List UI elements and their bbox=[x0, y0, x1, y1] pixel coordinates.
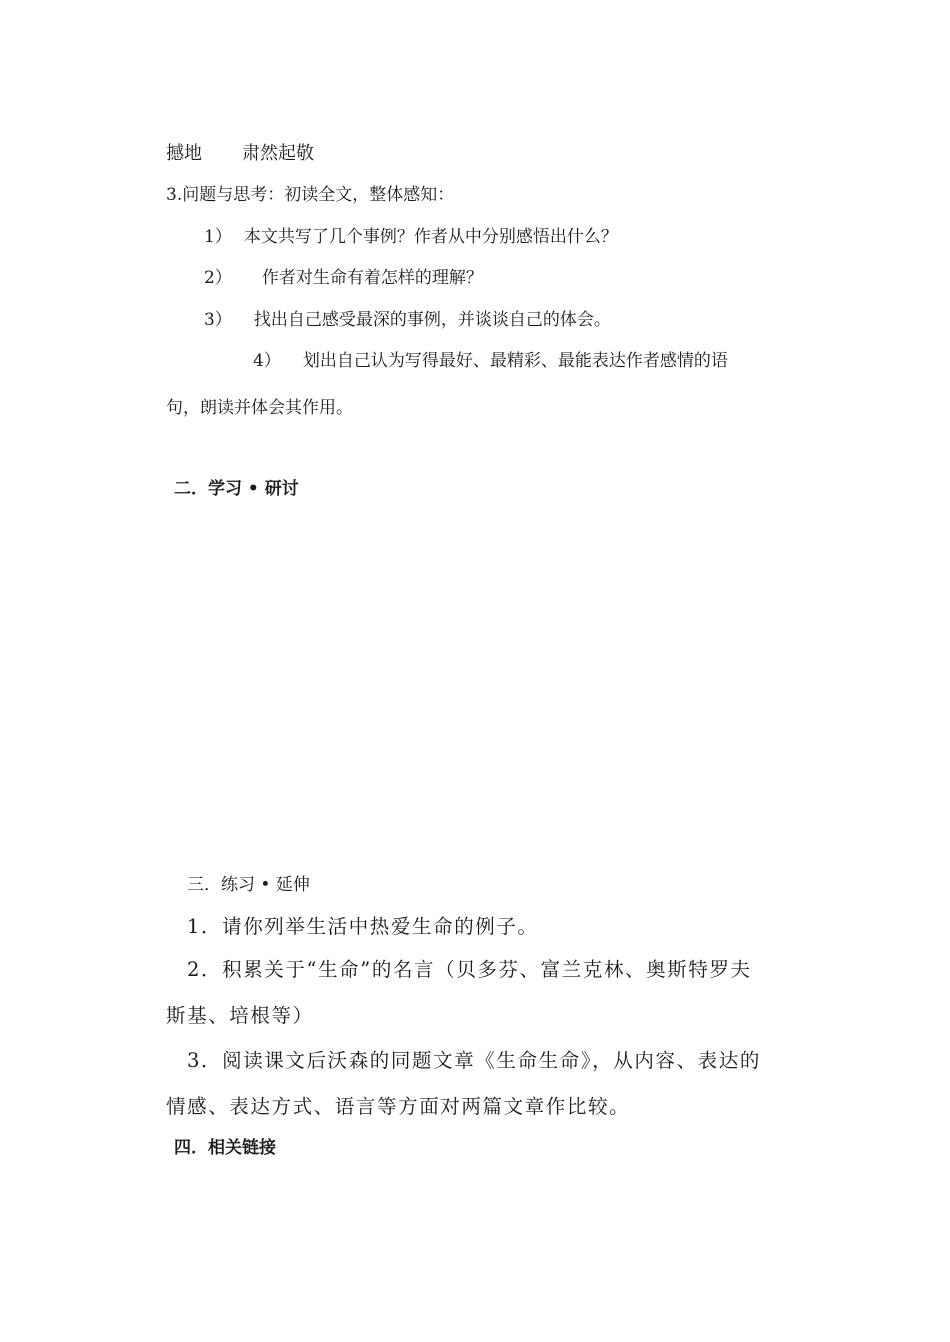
vocab-line bbox=[166, 145, 314, 163]
question-item-1 bbox=[204, 229, 618, 246]
practice-item-2: 2．积累关于“生命”的名言（贝多芬、富兰克林、奥斯特罗夫 bbox=[187, 958, 752, 981]
question-number: 2） bbox=[204, 268, 232, 288]
question-number: 4） bbox=[253, 351, 281, 371]
question-number: 3） bbox=[204, 310, 232, 330]
question-item-4-continued: 句，朗读并体会其作用。 bbox=[166, 398, 353, 418]
practice-item-3-continued: 情感、表达方式、语言等方面对两篇文章作比较。 bbox=[166, 1095, 631, 1118]
question-text: 作者对生命有着怎样的理解？ bbox=[261, 268, 483, 288]
question-item-4 bbox=[253, 353, 728, 370]
question-number: 1） bbox=[204, 227, 232, 247]
section-heading-links: 四．相关链接 bbox=[174, 1138, 276, 1158]
section-heading-study: 二．学习 • 研讨 bbox=[174, 479, 299, 499]
vocab-word-1: 撼地 bbox=[166, 143, 202, 164]
question-text: 本文共写了几个事例？作者从中分别感悟出什么？ bbox=[243, 227, 618, 247]
practice-item-3: 3．阅读课文后沃森的同题文章《生命生命》，从内容、表达的 bbox=[187, 1049, 761, 1072]
practice-item-1: 1．请你列举生活中热爱生命的例子。 bbox=[187, 915, 539, 938]
vocab-word-2: 肃然起敬 bbox=[242, 143, 314, 164]
question-text: 找出自己感受最深的事例，并谈谈自己的体会。 bbox=[253, 310, 611, 330]
question-heading: 3.问题与思考：初读全文，整体感知： bbox=[166, 185, 455, 205]
question-item-3 bbox=[204, 312, 611, 329]
question-text: 划出自己认为写得最好、最精彩、最能表达作者感情的语 bbox=[302, 351, 728, 371]
question-item-2 bbox=[204, 270, 483, 287]
practice-item-2-continued: 斯基、培根等） bbox=[166, 1004, 314, 1027]
section-heading-practice: 三．练习 • 延伸 bbox=[187, 875, 310, 895]
